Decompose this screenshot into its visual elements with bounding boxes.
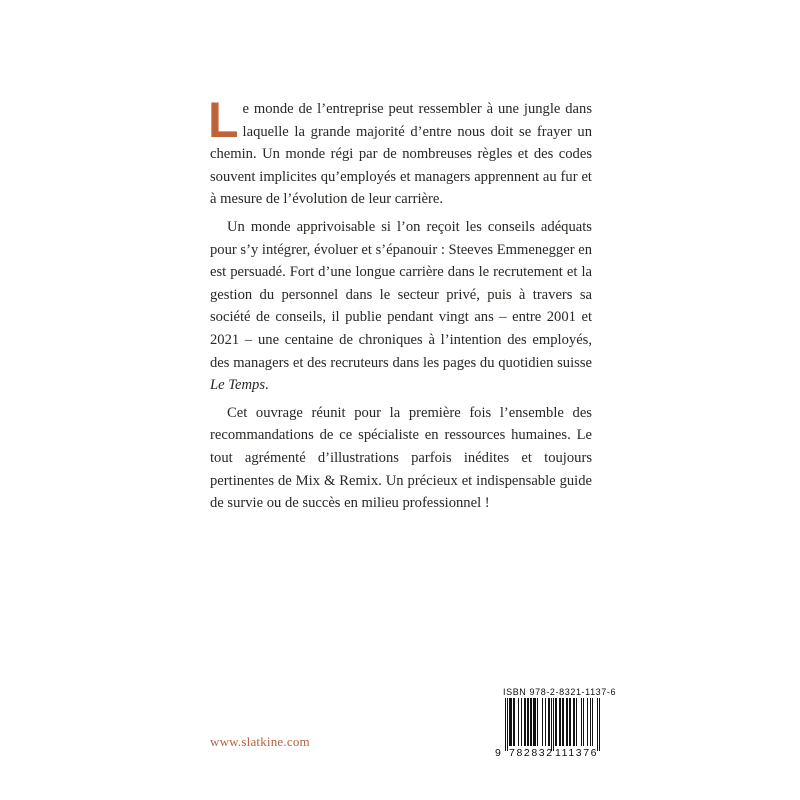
barcode-bar (570, 698, 571, 746)
barcode-bar (583, 698, 584, 746)
barcode-bar (534, 698, 535, 746)
paragraph-2-text: Un monde apprivoisable si l’on reçoit les conseils adéquats pour s’y intégrer, évoluer et s’épanouir : Steeves Emmenegger en est persuadé. Fort d’une longue carrière dans le recrutement et la gestion du personnel dans le secteur privé, puis à travers sa société de conseils, il publie pendant vingt ans – entre 2001 et 2021 – une centaine de chroniques à l’intention des employés, des managers et des recruteurs dans les pages du quotidien suisse (210, 218, 592, 371)
barcode-bar (551, 698, 552, 751)
barcode-bar (505, 698, 506, 751)
barcode-bar (535, 698, 536, 746)
barcode-bar (527, 698, 528, 746)
paragraph-2 (210, 216, 592, 397)
barcode-bar (531, 698, 532, 746)
barcode-bar (597, 698, 598, 751)
barcode-bar (574, 698, 575, 746)
barcode-bar (548, 698, 549, 746)
paragraph-2-end: . (265, 377, 269, 394)
barcode-bar (566, 698, 567, 746)
barcode-bar (514, 698, 515, 746)
barcode-bar (507, 698, 508, 751)
barcode-bar (563, 698, 564, 746)
ean-right-group: 111376 (555, 747, 599, 759)
barcode-bar (560, 698, 561, 746)
barcode-bar (549, 698, 550, 746)
paragraph-3-text: Cet ouvrage réunit pour la première fois l’ensemble des recommandations de ce spécialiste en ressources humaines. Le tout agrémenté d’illustrations parfois inédites et toujours pertinentes de Mix & Remix. Un précieux et indispensable guide de survie ou de succès en milieu professionnel ! (210, 404, 592, 512)
ean-left-group: 782832 (509, 747, 554, 759)
barcode-bar (545, 698, 546, 746)
drop-cap: L (208, 92, 239, 148)
barcode-bar (559, 698, 560, 746)
isbn-label: ISBN 978-2-8321-1137-6 (503, 687, 617, 697)
barcode-bar (530, 698, 531, 746)
barcode-bar (513, 698, 514, 746)
barcode-bar (569, 698, 570, 746)
barcode-bar (521, 698, 522, 746)
barcode-bar (533, 698, 534, 746)
paragraph-1-text: e monde de l’entreprise peut ressembler à une jungle dans laquelle la grande majorité d’entre nous doit se frayer un chemin. Un monde régi par de nombreuses règles et des codes souvent implicites qu’employés et managers apprennent au fur et à mesure de l’évolution de leur carrière. (210, 101, 592, 208)
barcode-bar (553, 698, 554, 751)
publisher-website[interactable]: www.slatkine.com (210, 734, 310, 749)
barcode-bar (555, 698, 556, 746)
barcode-bar (556, 698, 557, 746)
barcode-bar (590, 698, 591, 746)
barcode-bar (511, 698, 512, 746)
barcode-bar (537, 698, 538, 746)
blurb-text (208, 92, 592, 515)
barcode-bar (587, 698, 588, 746)
barcode-bar (599, 698, 600, 751)
barcode-bar (576, 698, 577, 746)
barcode-bar (567, 698, 568, 746)
barcode-bar (510, 698, 511, 746)
barcode-bar (518, 698, 519, 746)
barcode-bar (592, 698, 593, 746)
paragraph-3 (210, 402, 592, 515)
paragraph-1 (208, 92, 592, 211)
barcode-bar (573, 698, 574, 746)
isbn-barcode (495, 682, 617, 760)
barcode-bar (562, 698, 563, 746)
barcode-bar (525, 698, 526, 746)
barcode-bar (509, 698, 510, 746)
barcode-bar (528, 698, 529, 746)
barcode-bar (581, 698, 582, 746)
barcode-bar (524, 698, 525, 746)
newspaper-title: Le Temps (210, 377, 266, 394)
ean-first-digit: 9 (495, 747, 501, 759)
barcode-bar (542, 698, 543, 746)
